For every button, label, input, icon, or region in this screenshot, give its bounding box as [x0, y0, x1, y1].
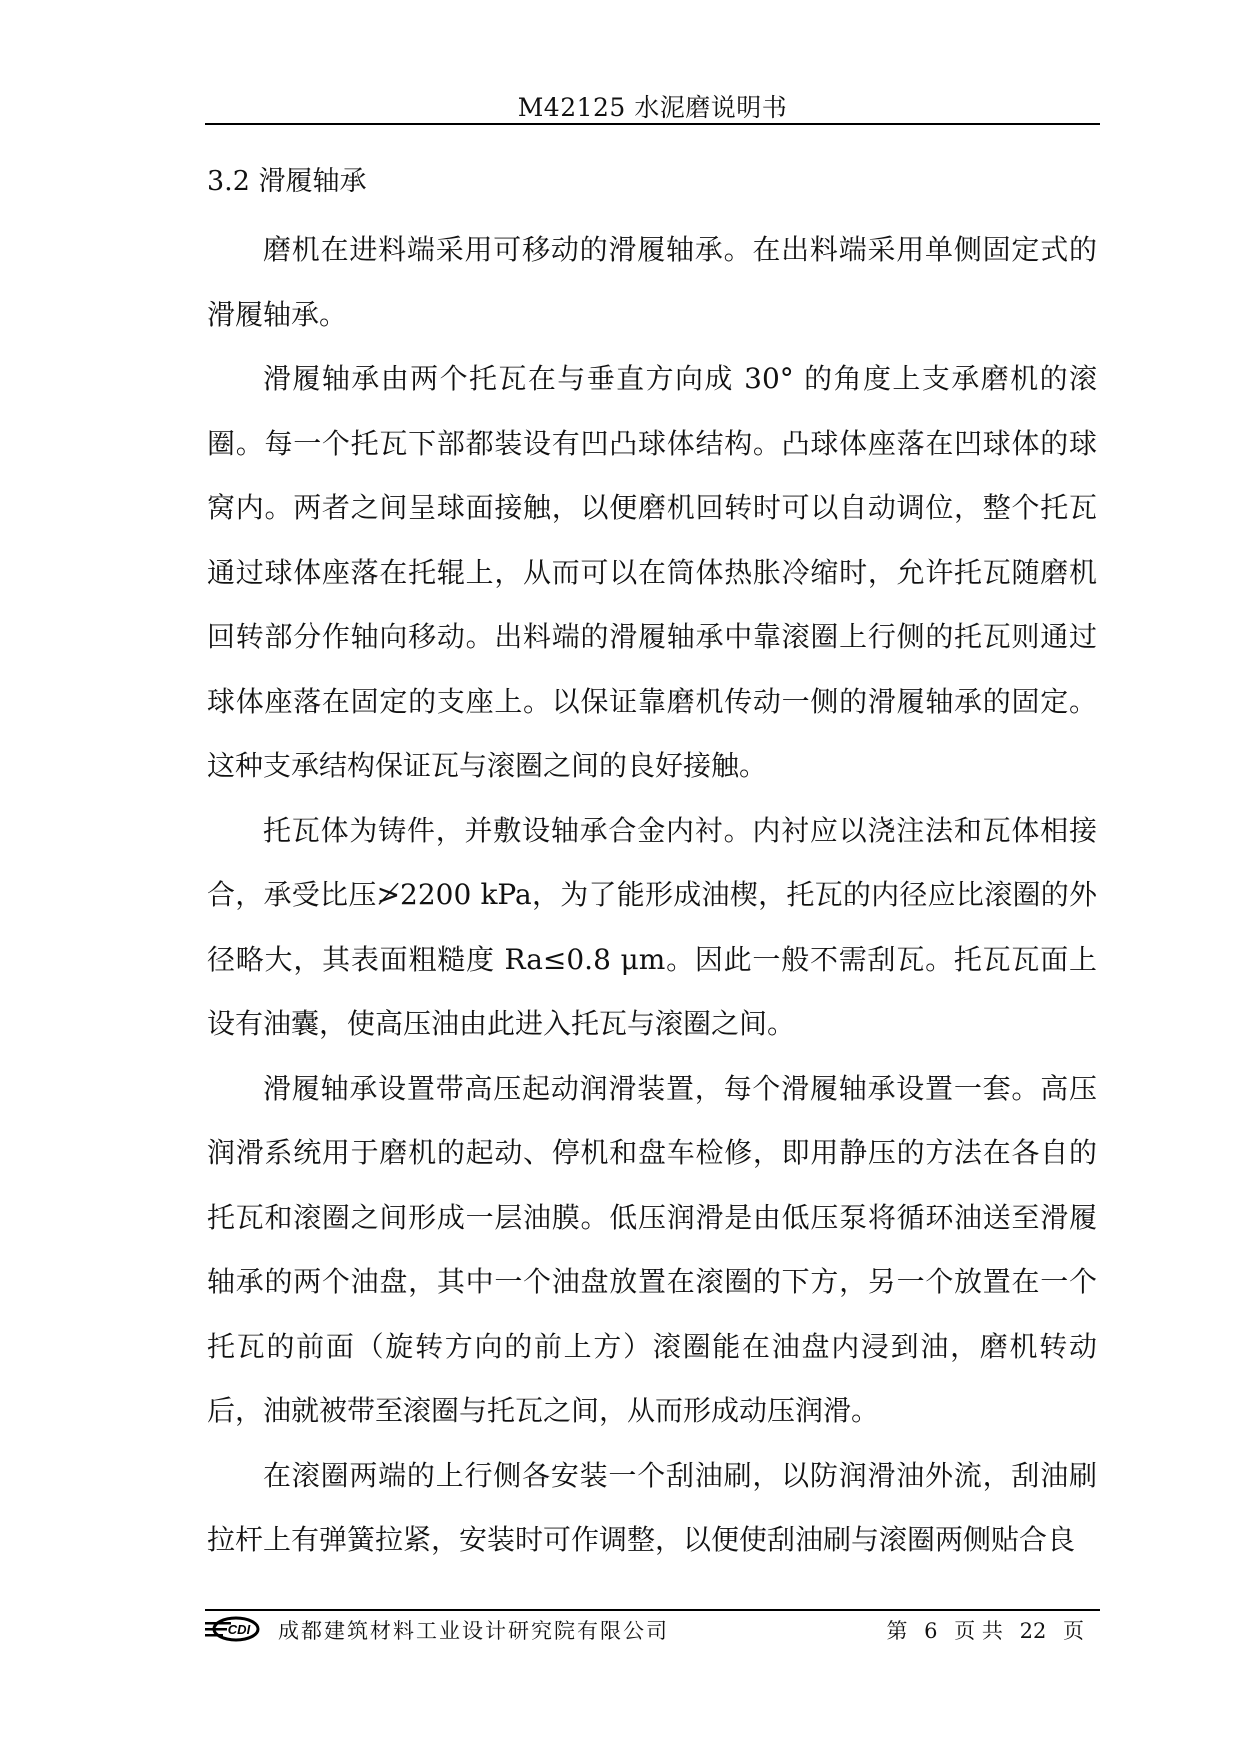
document-body [207, 160, 1097, 1573]
paragraph-3: 托瓦体为铸件，并敷设轴承合金内衬。内衬应以浇注法和瓦体相接合，承受比压≯2200 kPa，为了能形成油楔，托瓦的内径应比滚圈的外径略大，其表面粗糙度 Ra≤0.8 μm。因此一般不需刮瓦。托瓦瓦面上设有油囊，使高压油由此进入托瓦与滚圈之间。 [207, 813, 1097, 1040]
paragraph-2: 滑履轴承由两个托瓦在与垂直方向成 30° 的角度上支承磨机的滚圈。每一个托瓦下部都装设有凹凸球体结构。凸球体座落在凹球体的球窝内。两者之间呈球面接触，以便磨机回转时可以自动调位，整个托瓦通过球体座落在托辊上，从而可以在筒体热胀冷缩时，允许托瓦随磨机回转部分作轴向移动。出料端的滑履轴承中靠滚圈上行侧的托瓦则通过球体座落在固定的支座上。以保证靠磨机传动一侧的滑履轴承的固定。这种支承结构保证瓦与滚圈之间的良好接触。 [207, 362, 1097, 782]
document-header-title: M42125 水泥磨说明书 [517, 93, 788, 122]
header-divider [205, 123, 1100, 125]
company-name: 成都建筑材料工业设计研究院有限公司 [278, 1619, 669, 1643]
paragraph-1: 磨机在进料端采用可移动的滑履轴承。在出料端采用单侧固定式的滑履轴承。 [207, 233, 1097, 331]
paragraph-4: 滑履轴承设置带高压起动润滑装置，每个滑履轴承设置一套。高压润滑系统用于磨机的起动、停机和盘车检修，即用静压的方法在各自的托瓦和滚圈之间形成一层油膜。低压润滑是由低压泵将循环油送至滑履轴承的两个油盘，其中一个油盘放置在滚圈的下方，另一个放置在一个托瓦的前面（旋转方向的前上方）滚圈能在油盘内浸到油，磨机转动后，油就被带至滚圈与托瓦之间，从而形成动压润滑。 [207, 1071, 1097, 1427]
page-mid: 页 共 [954, 1619, 1003, 1643]
svg-text:CDI: CDI [227, 1622, 251, 1637]
page-indicator [876, 1615, 1084, 1645]
footer-divider [205, 1609, 1100, 1611]
section-heading: 3.2 滑履轴承 [207, 166, 367, 197]
page-total: 22 [1019, 1619, 1047, 1643]
page-prefix: 第 [886, 1619, 908, 1643]
page-number: 6 [924, 1619, 938, 1643]
cdi-logo-icon [205, 1613, 267, 1647]
page-suffix: 页 [1063, 1619, 1084, 1643]
paragraph-5: 在滚圈两端的上行侧各安装一个刮油刷，以防润滑油外流，刮油刷拉杆上有弹簧拉紧，安装时可作调整，以便使刮油刷与滚圈两侧贴合良 [207, 1458, 1097, 1556]
